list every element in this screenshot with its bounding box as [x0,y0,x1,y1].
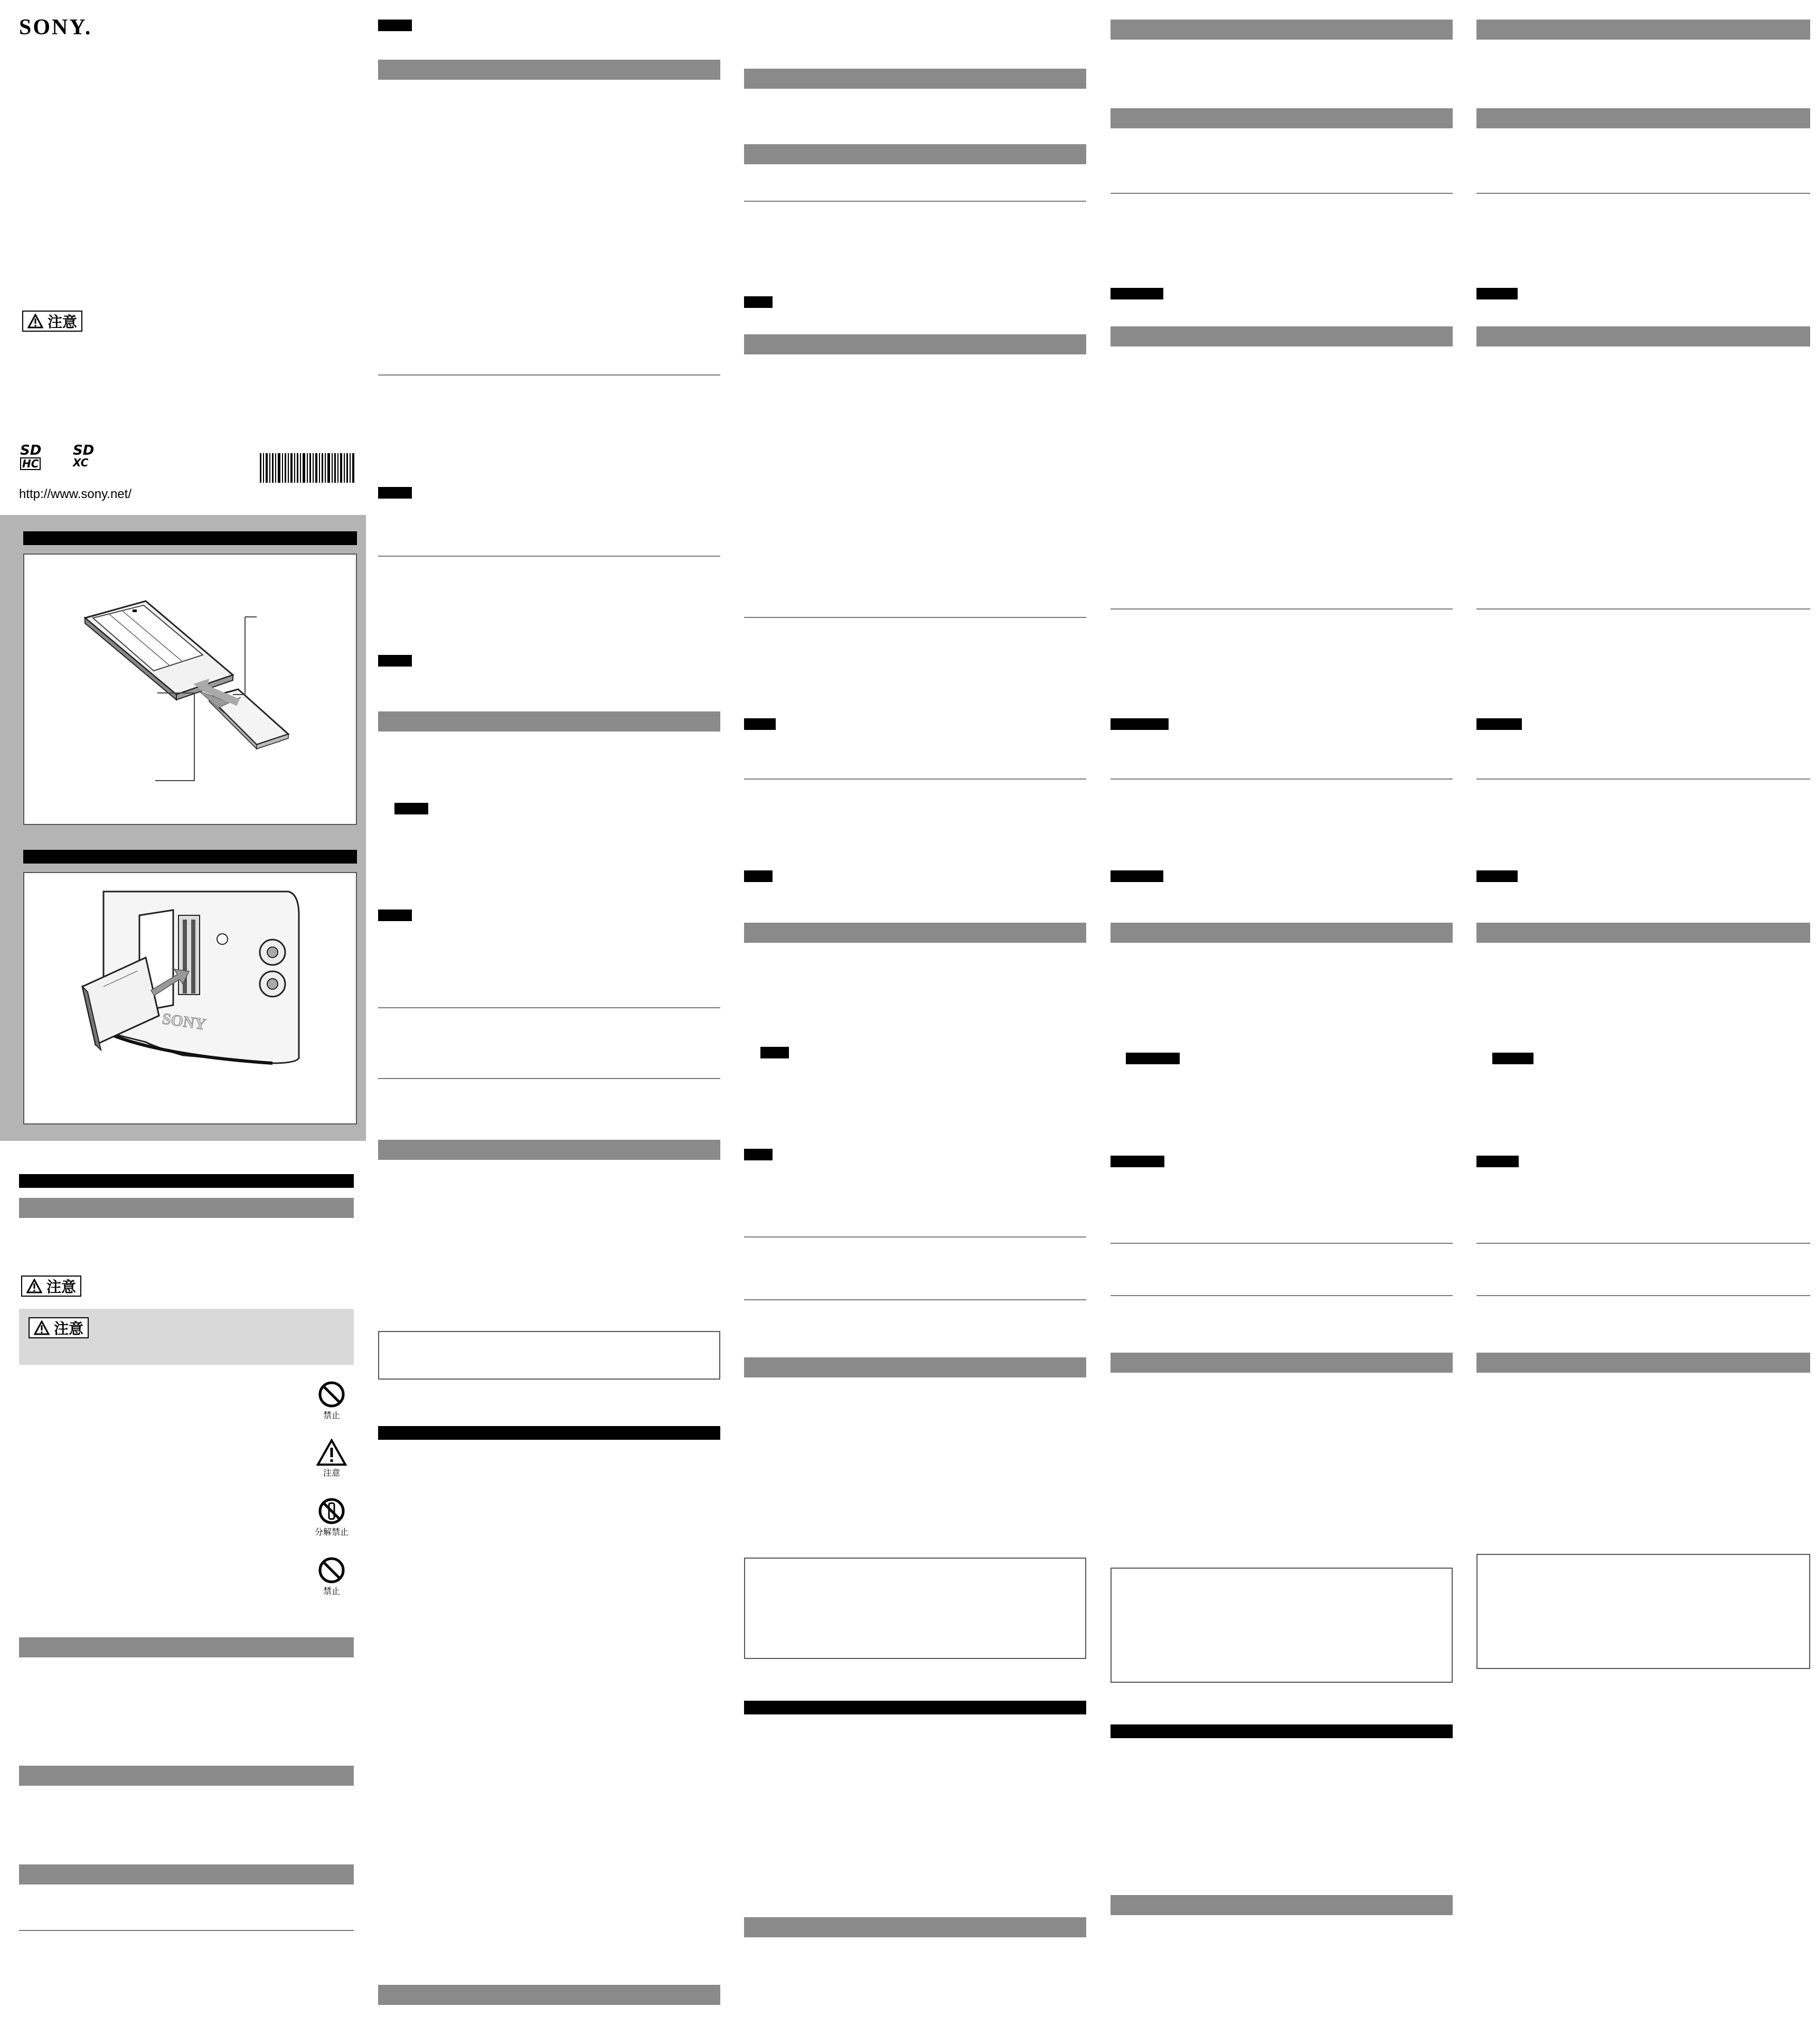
col3-section-heading-1 [744,69,1086,89]
safety-symbol-4 [313,1556,350,1597]
col4-tag-5 [1111,1156,1164,1167]
col3-section-heading-4 [744,923,1086,943]
col3-section-black-bar [744,1701,1086,1714]
col2-tag-4 [394,803,428,814]
col3-section-heading-6 [744,1917,1086,1937]
col2-section-heading-4 [378,1985,720,2005]
warning-triangle-icon [26,1279,42,1293]
figure-2-title-bar [23,850,357,864]
safety-symbol-label: 禁止 [323,1410,340,1420]
caution-badge-top [22,311,82,332]
warning-triangle-icon [27,314,43,329]
col2-tag-2 [378,487,412,499]
col1-section-black-bar [19,1174,354,1188]
warning-triangle-icon [316,1439,347,1466]
col4-tag-3 [1111,870,1163,882]
col5-tag-4 [1492,1053,1533,1064]
col5-divider-3 [1476,779,1810,780]
col3-divider-1 [744,201,1086,202]
col4-section-black-bar [1111,1724,1453,1738]
safety-symbol-1 [313,1380,350,1421]
adapter-card-illustration [24,555,356,824]
col2-divider-4 [378,1078,720,1079]
col2-note-box [378,1331,720,1380]
safety-symbol-label: 注意 [323,1468,340,1478]
safety-symbol-label: 分解禁止 [314,1527,349,1537]
col4-section-heading-5 [1111,1353,1453,1373]
sdxc-logo-top: SD [73,443,95,458]
col3-section-heading-5 [744,1357,1086,1377]
col4-note-box [1111,1568,1453,1683]
caution-label: 注意 [54,1320,84,1337]
col3-tag-2 [744,718,776,730]
sdhc-logo [20,444,52,470]
no-disassembly-icon [317,1497,346,1525]
col3-note-box [744,1558,1086,1659]
sdxc-logo-bottom: XC [73,456,89,469]
col4-tag-1 [1111,288,1163,299]
caution-label: 注意 [46,1278,77,1296]
safety-symbol-2 [313,1439,350,1478]
barcode [260,453,355,483]
safety-symbol-3 [313,1497,350,1537]
col5-divider-5 [1476,1295,1810,1296]
col5-note-box [1476,1554,1810,1669]
col2-tag-3 [378,655,412,667]
col4-divider-2 [1111,608,1453,610]
col3-section-heading-2 [744,144,1086,164]
col3-tag-5 [744,1149,773,1160]
prohibited-icon [317,1556,346,1584]
col5-tag-2 [1476,718,1522,730]
figure-2-frame [23,872,357,1124]
col2-tag-5 [378,910,412,921]
col4-divider-5 [1111,1295,1453,1296]
caution-panel [19,1309,354,1365]
col4-divider-3 [1111,779,1453,780]
sdhc-logo-top: SD [20,443,42,458]
col1-section-heading-2 [19,1637,354,1657]
col1-divider [19,1930,354,1931]
prohibited-icon [317,1380,346,1409]
col4-section-heading-1 [1111,20,1453,40]
sony-logo: SONY. [19,15,92,40]
col5-tag-3 [1476,870,1518,882]
col5-divider-2 [1476,608,1810,610]
col4-divider-1 [1111,193,1453,194]
col5-section-heading-5 [1476,1353,1810,1373]
col5-section-heading-2 [1476,108,1810,128]
caution-badge-2 [21,1276,81,1297]
sdhc-logo-bottom: HC [20,457,41,470]
col2-divider-2 [378,556,720,557]
col5-tag-1 [1476,288,1518,299]
figure-1-title-bar [23,531,357,545]
figure-1-frame [23,554,357,825]
col2-tag-1 [378,20,412,31]
col3-divider-4 [744,1236,1086,1237]
col2-section-heading-3 [378,1140,720,1160]
col5-section-heading-4 [1476,923,1810,943]
col1-section-heading-4 [19,1864,354,1884]
col1-section-heading-1 [19,1198,354,1218]
col3-tag-4 [760,1047,789,1058]
caution-label: 注意 [48,313,78,331]
col5-section-heading-1 [1476,20,1810,40]
col4-tag-2 [1111,718,1169,730]
col5-divider-1 [1476,193,1810,194]
col3-tag-3 [744,870,773,882]
col4-section-heading-3 [1111,326,1453,346]
col3-divider-3 [744,779,1086,780]
col5-divider-4 [1476,1243,1810,1244]
col2-section-black-bar [378,1426,720,1440]
col4-divider-4 [1111,1243,1453,1244]
col2-section-heading-2 [378,711,720,732]
camera-brand-text: SONY [161,1010,208,1034]
col3-section-heading-3 [744,334,1086,354]
col2-section-heading-1 [378,60,720,80]
col3-tag-1 [744,296,773,308]
col5-tag-5 [1476,1156,1519,1167]
col4-tag-4 [1126,1053,1180,1064]
col3-divider-2 [744,617,1086,618]
safety-symbol-label: 禁止 [323,1586,340,1596]
col4-section-heading-4 [1111,923,1453,943]
col2-divider-1 [378,374,720,376]
col4-section-heading-2 [1111,108,1453,128]
col4-section-heading-6 [1111,1895,1453,1915]
sdxc-logo [73,444,105,468]
col1-section-heading-3 [19,1766,354,1786]
warning-triangle-icon [34,1320,50,1335]
col2-divider-3 [378,1007,720,1008]
caution-badge-3 [29,1317,89,1338]
col5-section-heading-3 [1476,326,1810,346]
website-url[interactable]: http://www.sony.net/ [19,487,131,501]
camera-slot-illustration [24,873,356,1123]
figures-panel [0,515,366,1141]
col3-divider-5 [744,1299,1086,1300]
